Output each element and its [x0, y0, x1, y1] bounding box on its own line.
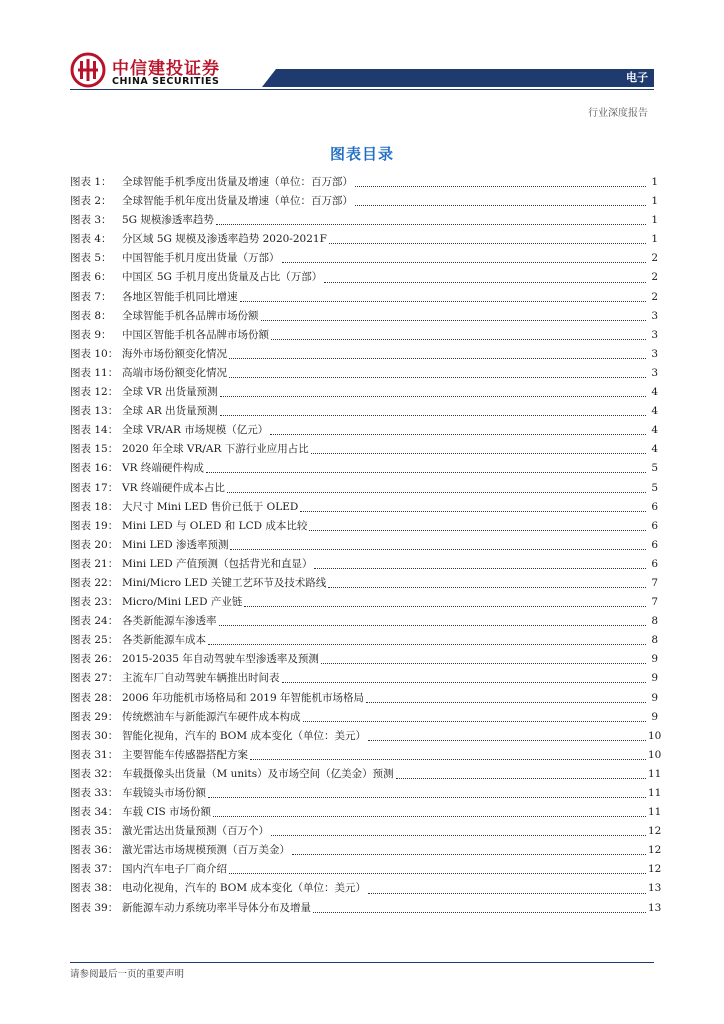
- toc-entry-title: 2006 年功能机市场格局和 2019 年智能机市场格局: [122, 691, 364, 704]
- toc-entry-page-number: 8: [651, 615, 658, 628]
- toc-entry-title: 全球 VR 出货量预测: [122, 386, 218, 399]
- toc-entry[interactable]: [70, 288, 658, 307]
- toc-entry-label: 图表 13：: [70, 405, 119, 418]
- toc-dot-leader: [313, 912, 646, 913]
- toc-entry-title: 各地区智能手机同比增速: [122, 290, 238, 303]
- toc-entry-title: 激光雷达出货量预测（百万个）: [122, 825, 269, 838]
- toc-entry[interactable]: [70, 459, 658, 478]
- toc-entry-page-number: 6: [651, 519, 658, 532]
- toc-entry-page-number: 9: [651, 672, 658, 685]
- toc-entry[interactable]: [70, 345, 658, 364]
- toc-dot-leader: [213, 816, 646, 817]
- toc-entry-title: 高端市场份额变化情况: [122, 366, 227, 379]
- toc-entry-title: 新能源车动力系统功率半导体分布及增量: [122, 901, 311, 914]
- header-band-tip: [262, 69, 276, 87]
- toc-entry-page-number: 12: [648, 844, 662, 857]
- toc-dot-leader: [355, 186, 646, 187]
- toc-entry-label: 图表 26：: [70, 653, 119, 666]
- toc-entry-title: 分区域 5G 规模及渗透率趋势 2020-2021F: [122, 233, 327, 246]
- toc-entry-label: 图表 35：: [70, 825, 119, 838]
- toc-entry-title: 各类新能源车成本: [122, 634, 206, 647]
- toc-entry-page-number: 11: [648, 767, 662, 780]
- sector-label: 电子: [626, 71, 648, 84]
- toc-dot-leader: [355, 205, 646, 206]
- toc-entry[interactable]: [70, 517, 658, 536]
- toc-entry-page-number: 2: [651, 290, 658, 303]
- toc-entry[interactable]: [70, 784, 662, 803]
- toc-entry-title: 国内汽车电子厂商介绍: [122, 863, 227, 876]
- toc-entry[interactable]: [70, 860, 662, 879]
- toc-entry-title: 车载摄像头出货量（M units）及市场空间（亿美金）预测: [122, 767, 394, 780]
- toc-entry-label: 图表 11：: [70, 366, 119, 379]
- toc-entry-label: 图表 19：: [70, 519, 119, 532]
- toc-entry[interactable]: [70, 727, 662, 746]
- toc-entry-label: 图表 6：: [70, 271, 112, 284]
- toc-entry[interactable]: [70, 593, 658, 612]
- toc-entry-label: 图表 1：: [70, 176, 112, 188]
- toc-entry[interactable]: [70, 803, 662, 822]
- toc-entry[interactable]: [70, 669, 658, 688]
- toc-dot-leader: [206, 472, 646, 473]
- toc-entry-page-number: 6: [651, 538, 658, 551]
- toc-entry-page-number: 2: [651, 271, 658, 284]
- toc-entry[interactable]: [70, 268, 658, 287]
- toc-entry-page-number: 9: [651, 710, 658, 723]
- toc-entry-title: 智能化视角，汽车的 BOM 成本变化（单位：美元）: [122, 729, 366, 742]
- toc-entry-label: 图表 38：: [70, 882, 119, 895]
- toc-title: 图表目录: [329, 145, 394, 163]
- toc-entry-title: 海外市场份额变化情况: [122, 347, 227, 360]
- toc-entry-title: 主流车厂自动驾驶车辆推出时间表: [122, 672, 280, 685]
- toc-entry[interactable]: [70, 689, 658, 708]
- toc-dot-leader: [219, 625, 647, 626]
- report-type-label: 行业深度报告: [588, 108, 648, 119]
- toc-entry-label: 图表 29：: [70, 710, 119, 723]
- toc-entry[interactable]: [70, 479, 658, 498]
- toc-entry-label: 图表 5：: [70, 252, 112, 265]
- toc-entry-title: Mini/Micro LED 关键工艺环节及技术路线: [122, 576, 327, 589]
- toc-entry[interactable]: [70, 249, 658, 268]
- toc-dot-leader: [292, 854, 646, 855]
- toc-entry-page-number: 1: [651, 195, 658, 208]
- toc-entry[interactable]: [70, 498, 658, 517]
- toc-entry-label: 图表 24：: [70, 615, 119, 628]
- toc-dot-leader: [271, 835, 646, 836]
- toc-entry-page-number: 3: [651, 309, 658, 322]
- toc-entry-page-number: 8: [651, 634, 658, 647]
- toc-entry-label: 图表 10：: [70, 347, 119, 360]
- toc-entry-label: 图表 39：: [70, 901, 119, 914]
- toc-entry-label: 图表 36：: [70, 844, 119, 857]
- toc-entry-label: 图表 23：: [70, 596, 119, 609]
- toc-dot-leader: [366, 702, 646, 703]
- toc-dot-leader: [227, 492, 646, 493]
- toc-dot-leader: [309, 530, 646, 531]
- toc-entry-title: 全球 VR/AR 市场规模（亿元）: [122, 424, 269, 437]
- toc-entry-page-number: 5: [651, 462, 658, 475]
- toc-entry-label: 图表 17：: [70, 481, 119, 494]
- toc-entry[interactable]: [70, 555, 658, 574]
- toc-entry-label: 图表 16：: [70, 462, 119, 475]
- toc-entry-title: 2015-2035 年自动驾驶车型渗透率及预测: [122, 653, 319, 666]
- toc-dot-leader: [321, 663, 646, 664]
- toc-entry-page-number: 11: [648, 787, 662, 799]
- toc-entry-title: Mini LED 产值预测（包括背光和直显）: [122, 557, 313, 570]
- logo-chinese-name: 中信建投证券: [112, 59, 220, 79]
- toc-entry-label: 图表 31：: [70, 748, 119, 761]
- toc-entry[interactable]: [70, 631, 658, 650]
- toc-entry-page-number: 9: [651, 691, 658, 704]
- footer-disclaimer: 请参阅最后一页的重要声明: [70, 969, 185, 980]
- toc-entry-label: 图表 32：: [70, 767, 119, 780]
- toc-dot-leader: [282, 682, 647, 683]
- toc-entry-page-number: 2: [651, 252, 658, 265]
- toc-entry-label: 图表 28：: [70, 691, 119, 704]
- toc-entry-page-number: 7: [651, 596, 658, 609]
- toc-entry-label: 图表 14：: [70, 424, 119, 437]
- toc-entry-label: 图表 15：: [70, 443, 119, 456]
- toc-entry-page-number: 11: [648, 806, 662, 819]
- toc-entry-label: 图表 18：: [70, 500, 119, 513]
- toc-entry[interactable]: [70, 879, 662, 898]
- toc-dot-leader: [282, 262, 647, 263]
- toc-entry[interactable]: [70, 421, 658, 440]
- toc-entry-page-number: 7: [651, 576, 658, 589]
- toc-entry[interactable]: [70, 326, 658, 345]
- toc-entry-title: Micro/Mini LED 产业链: [122, 596, 243, 609]
- toc-entry-label: 图表 30：: [70, 729, 119, 742]
- toc-entry-label: 图表 27：: [70, 672, 119, 685]
- toc-entry-title: 全球智能手机季度出货量及增速（单位：百万部）: [122, 176, 353, 188]
- toc-entry-title: 激光雷达市场规模预测（百万美金）: [122, 844, 290, 857]
- toc-entry-label: 图表 22：: [70, 576, 119, 589]
- toc-entry-page-number: 4: [651, 405, 658, 418]
- toc-dot-leader: [250, 759, 646, 760]
- toc-dot-leader: [220, 415, 646, 416]
- toc-entry-page-number: 6: [651, 557, 658, 570]
- toc-entry[interactable]: [70, 307, 658, 326]
- toc-entry-page-number: 4: [651, 443, 658, 456]
- toc-entry[interactable]: [70, 899, 662, 918]
- toc-entry-label: 图表 4：: [70, 233, 112, 246]
- toc-entry-label: 图表 9：: [70, 328, 112, 341]
- toc-entry-page-number: 1: [651, 214, 658, 227]
- toc-dot-leader: [329, 243, 646, 244]
- toc-dot-leader: [300, 511, 646, 512]
- toc-entry-title: 中国智能手机月度出货量（万部）: [122, 252, 280, 265]
- toc-entry[interactable]: [70, 822, 662, 841]
- china-securities-logo-icon: [70, 52, 106, 88]
- toc-entry[interactable]: [70, 173, 658, 192]
- toc-entry-page-number: 10: [648, 748, 662, 761]
- toc-entry-page-number: 12: [648, 863, 662, 876]
- toc-entry-title: 全球智能手机年度出货量及增速（单位：百万部）: [122, 195, 353, 208]
- toc-entry-label: 图表 37：: [70, 863, 119, 876]
- toc-entry-title: 2020 年全球 VR/AR 下游行业应用占比: [122, 443, 309, 456]
- toc-entry-label: 图表 20：: [70, 538, 119, 551]
- toc-entry-title: VR 终端硬件构成: [122, 462, 204, 475]
- footer-divider: [70, 962, 654, 963]
- toc-dot-leader: [229, 377, 646, 378]
- toc-entry-page-number: 4: [651, 424, 658, 437]
- toc-entry[interactable]: [70, 211, 658, 230]
- toc-entry[interactable]: [70, 612, 658, 631]
- toc-entry[interactable]: [70, 364, 658, 383]
- toc-entry-title: 中国区 5G 手机月度出货量及占比（万部）: [122, 271, 323, 284]
- toc-dot-leader: [324, 282, 646, 283]
- toc-entry-label: 图表 3：: [70, 214, 112, 227]
- toc-dot-leader: [311, 453, 646, 454]
- toc-entry-title: Mini LED 渗透率预测: [122, 538, 229, 551]
- toc-entry[interactable]: [70, 765, 662, 784]
- toc-entry-page-number: 4: [651, 386, 658, 399]
- toc-entry-label: 图表 2：: [70, 195, 112, 208]
- toc-entry-label: 图表 34：: [70, 806, 119, 819]
- toc-entry-page-number: 3: [651, 366, 658, 379]
- toc-entry-page-number: 13: [648, 882, 662, 895]
- toc-entry-title: 电动化视角，汽车的 BOM 成本变化（单位：美元）: [122, 882, 366, 895]
- toc-dot-leader: [244, 606, 646, 607]
- toc-entry-title: Mini LED 与 OLED 和 LCD 成本比较: [122, 519, 308, 532]
- toc-entry-title: 各类新能源车渗透率: [122, 615, 217, 628]
- toc-entry[interactable]: [70, 746, 662, 765]
- toc-entry[interactable]: [70, 841, 662, 860]
- toc-entry-title: 主要智能车传感器搭配方案: [122, 748, 248, 761]
- toc-entry-label: 图表 33：: [70, 787, 119, 799]
- figure-table-of-contents: [70, 173, 662, 918]
- toc-entry-title: 全球 AR 出货量预测: [122, 405, 218, 418]
- toc-entry-page-number: 6: [651, 500, 658, 513]
- toc-entry-label: 图表 21：: [70, 557, 119, 570]
- toc-entry-title: 全球智能手机各品牌市场份额: [122, 309, 259, 322]
- logo-english-name: CHINA SECURITIES: [112, 76, 220, 87]
- toc-entry[interactable]: [70, 708, 658, 727]
- toc-entry-page-number: 5: [651, 481, 658, 494]
- toc-entry-page-number: 9: [651, 653, 658, 666]
- toc-dot-leader: [303, 721, 647, 722]
- toc-entry-page-number: 3: [651, 347, 658, 360]
- toc-entry[interactable]: [70, 230, 658, 249]
- toc-dot-leader: [216, 224, 646, 225]
- toc-dot-leader: [208, 797, 646, 798]
- toc-dot-leader: [230, 549, 646, 550]
- toc-dot-leader: [220, 396, 646, 397]
- toc-entry-page-number: 1: [651, 233, 658, 246]
- toc-entry-page-number: 10: [648, 729, 662, 742]
- toc-dot-leader: [240, 301, 647, 302]
- toc-entry-title: VR 终端硬件成本占比: [122, 481, 225, 494]
- toc-dot-leader: [270, 434, 646, 435]
- toc-entry-title: 中国区智能手机各品牌市场份额: [122, 328, 269, 341]
- header-band: [276, 69, 654, 87]
- toc-entry-page-number: 13: [648, 901, 662, 914]
- toc-entry-page-number: 3: [651, 328, 658, 341]
- toc-dot-leader: [368, 893, 646, 894]
- toc-dot-leader: [208, 644, 646, 645]
- toc-entry[interactable]: [70, 402, 658, 421]
- header-divider: [70, 89, 654, 90]
- toc-entry-title: 大尺寸 Mini LED 售价已低于 OLED: [122, 500, 299, 513]
- toc-entry-title: 车载 CIS 市场份额: [122, 806, 212, 819]
- toc-entry[interactable]: [70, 440, 658, 459]
- toc-entry-title: 传统燃油车与新能源汽车硬件成本构成: [122, 710, 301, 723]
- toc-entry[interactable]: [70, 192, 658, 211]
- toc-dot-leader: [261, 320, 647, 321]
- toc-entry-title: 5G 规模渗透率趋势: [122, 214, 214, 227]
- toc-entry-title: 车载镜头市场份额: [122, 787, 206, 799]
- toc-entry[interactable]: [70, 650, 658, 669]
- toc-entry[interactable]: [70, 574, 658, 593]
- toc-entry[interactable]: [70, 383, 658, 402]
- toc-entry-page-number: 12: [648, 825, 662, 838]
- toc-entry-page-number: 1: [651, 176, 658, 188]
- toc-dot-leader: [229, 873, 646, 874]
- toc-entry-label: 图表 12：: [70, 386, 119, 399]
- toc-dot-leader: [328, 587, 646, 588]
- toc-dot-leader: [314, 568, 646, 569]
- toc-entry[interactable]: [70, 536, 658, 555]
- toc-entry-label: 图表 8：: [70, 309, 112, 322]
- toc-dot-leader: [396, 778, 646, 779]
- toc-entry-label: 图表 7：: [70, 290, 112, 303]
- toc-entry-label: 图表 25：: [70, 634, 119, 647]
- toc-dot-leader: [229, 358, 646, 359]
- toc-dot-leader: [368, 740, 646, 741]
- toc-dot-leader: [271, 339, 646, 340]
